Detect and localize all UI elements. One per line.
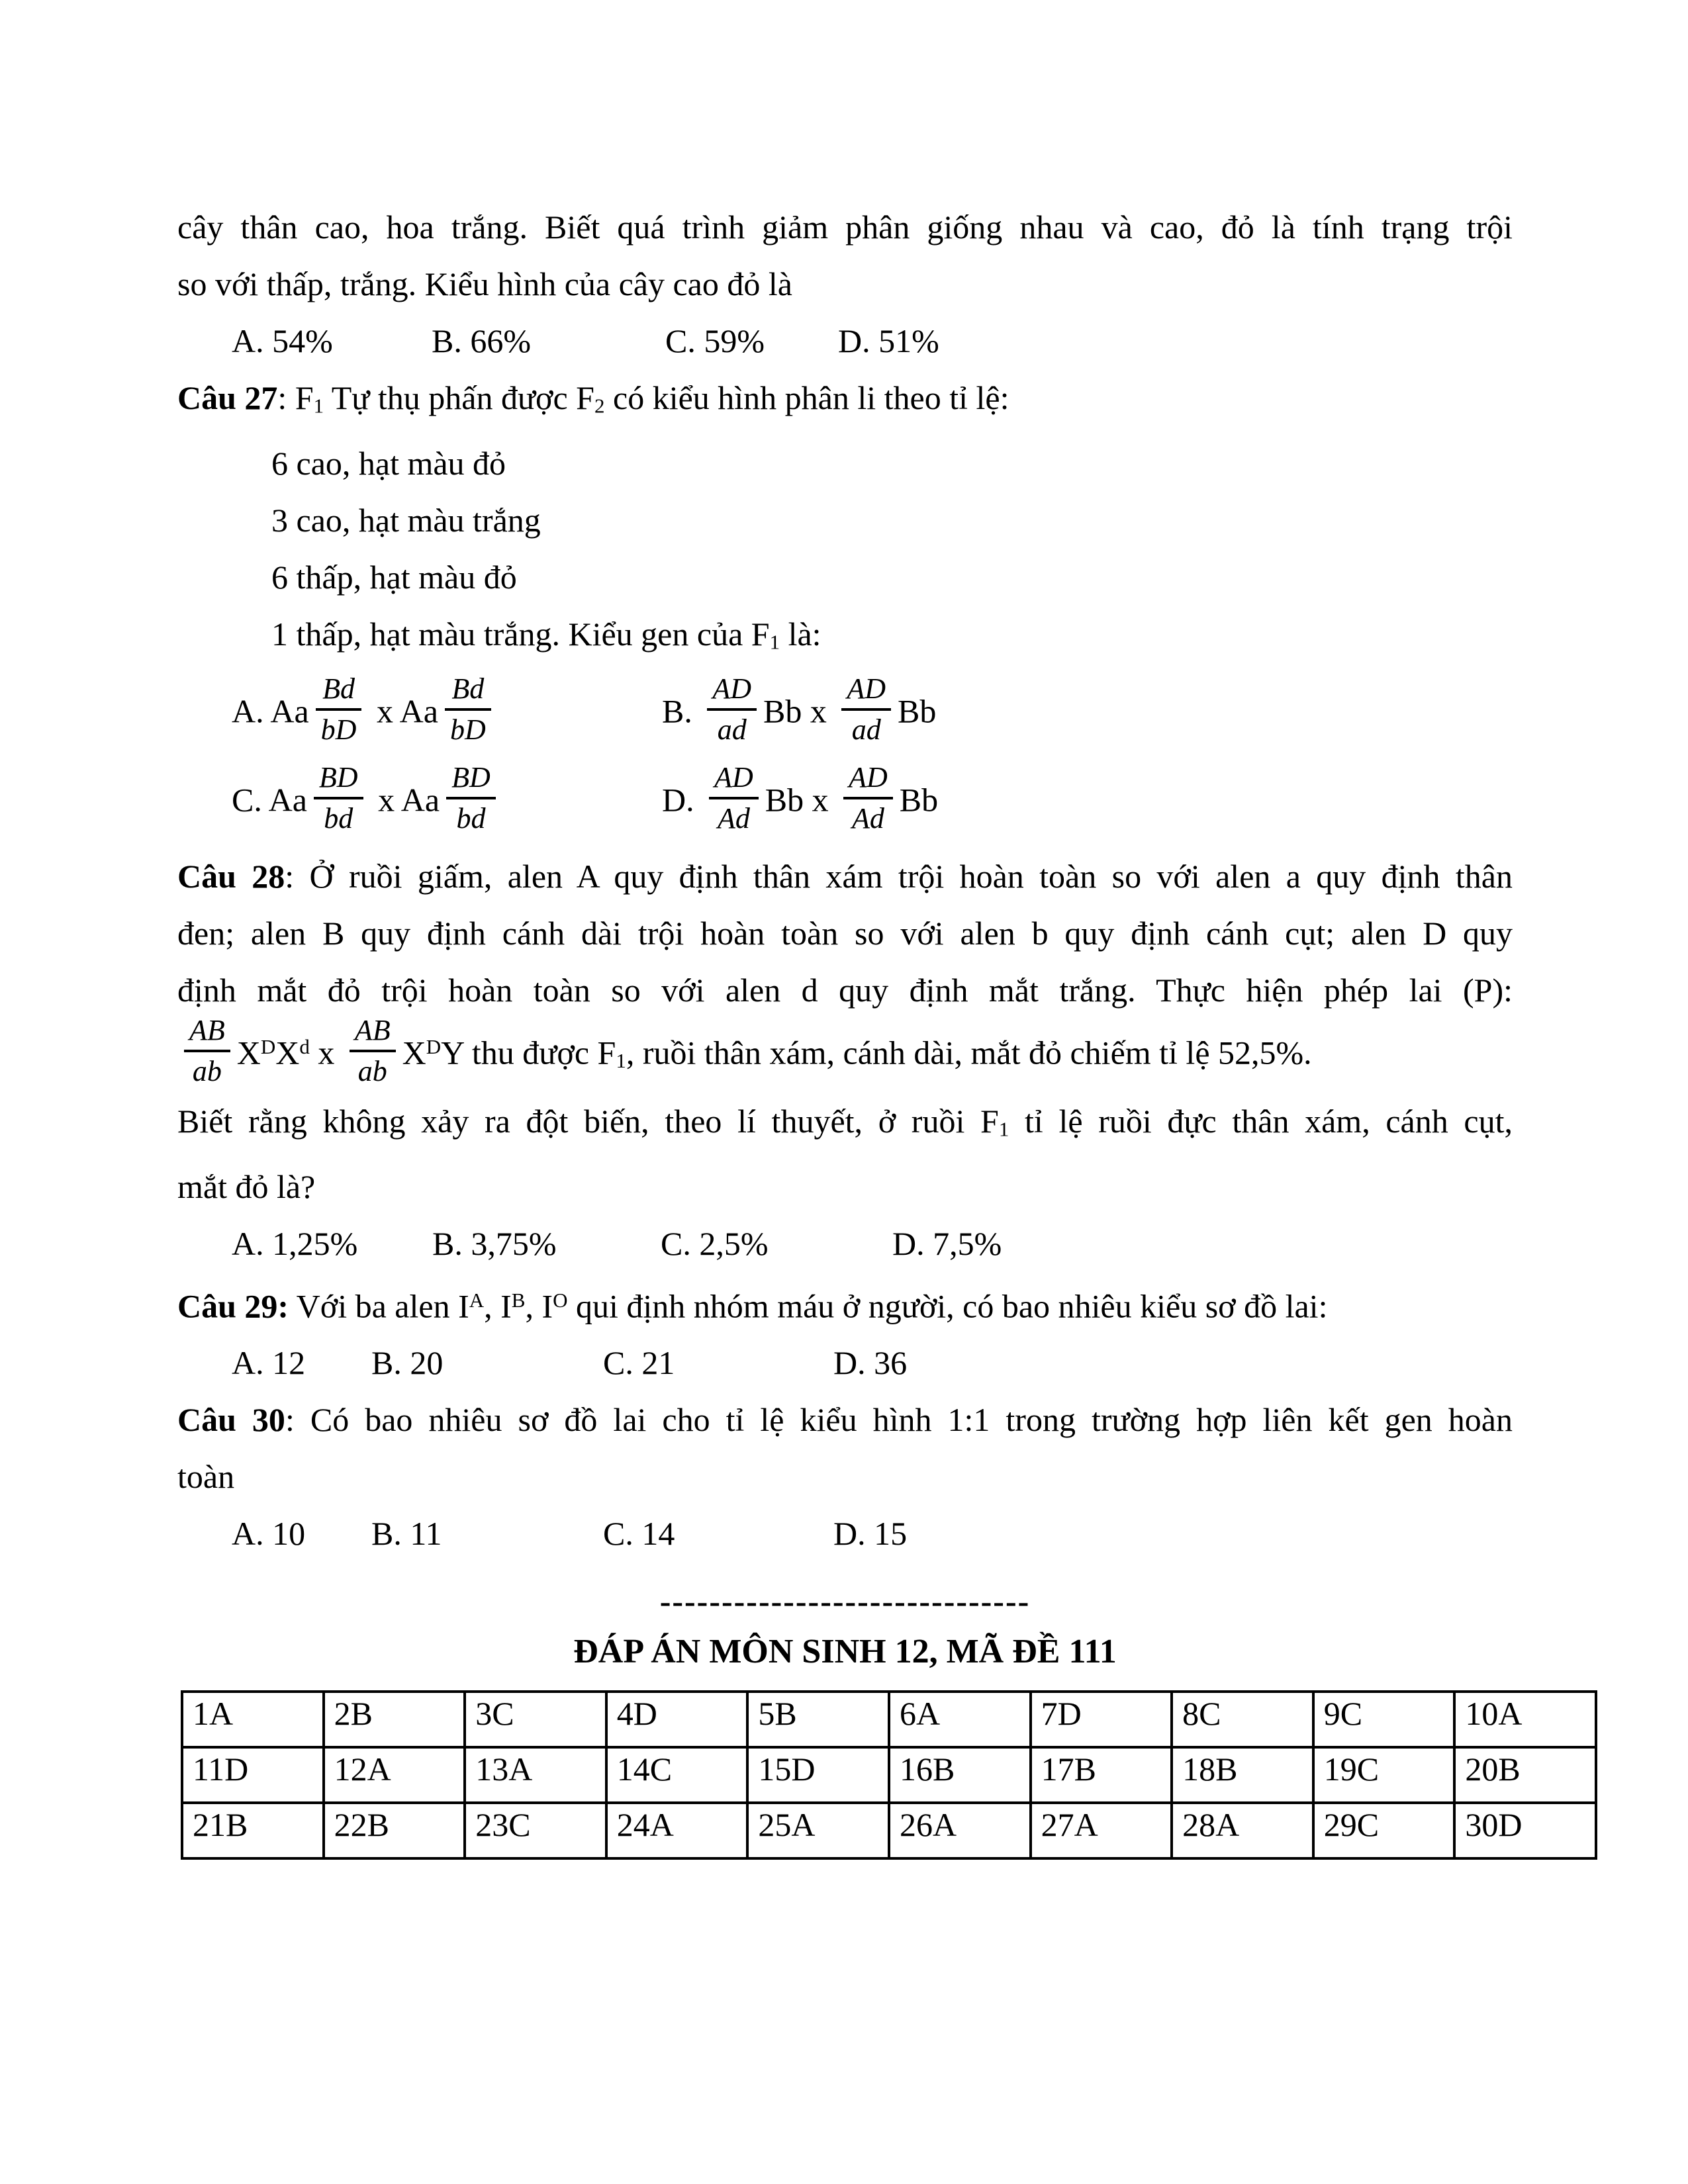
genotype-fraction: $\frac{Bd}{bD}$ [445, 673, 491, 746]
genotype-fraction: $\frac{BD}{bd}$ [314, 762, 363, 835]
q26-option-d: D. 51% [838, 322, 939, 359]
answer-cell: 27A [1031, 1803, 1172, 1858]
genotype-fraction: $\frac{AD}{Ad}$ [843, 762, 893, 835]
subscript: 1 [313, 394, 324, 418]
subscript: 1 [769, 630, 780, 654]
superscript: D [260, 1035, 276, 1059]
answer-cell: 23C [465, 1803, 606, 1858]
superscript: B [511, 1288, 526, 1312]
section-divider: ------------------------------ [659, 1582, 1031, 1620]
q28-option-a: A. 1,25% [232, 1224, 358, 1262]
genotype-fraction: $\frac{AB}{ab}$ [350, 1015, 396, 1087]
q27-options-row-2 [177, 759, 1513, 848]
q30-option-c: C. 14 [603, 1515, 675, 1553]
q27-ratio-item-2: 3 cao, hạt màu trắng [271, 501, 541, 539]
q27-label: Câu 27 [177, 379, 278, 416]
q27-options-row-1 [177, 670, 1513, 759]
answer-key-title: ĐÁP ÁN MÔN SINH 12, MÃ ĐỀ 111 [573, 1633, 1117, 1671]
answer-cell: 1A [182, 1692, 324, 1747]
q29-option-c: C. 21 [603, 1344, 675, 1382]
q29-answer-row [177, 1334, 1513, 1391]
answer-cell: 6A [889, 1692, 1031, 1747]
genotype-fraction: $\frac{BD}{bd}$ [446, 762, 496, 835]
answer-cell: 7D [1031, 1692, 1172, 1747]
q26-text-line-2: so với thấp, trắng. Kiểu hình của cây cao đỏ là [177, 265, 792, 302]
answer-cell: 25A [747, 1803, 889, 1858]
q26-option-c: C. 59% [665, 322, 765, 359]
q27-header: Câu 27: F1 Tự thụ phấn được F2 có kiểu hình phân li theo tỉ lệ: [177, 379, 1009, 418]
answer-cell: 18B [1172, 1747, 1313, 1803]
superscript: d [299, 1035, 310, 1059]
answer-cell: 11D [182, 1747, 324, 1803]
q27-option-c: C. Aa $\frac{BD}{bd}$ x Aa $\frac{BD}{bd}$ [232, 767, 662, 840]
q26-option-a: A. 54% [232, 322, 333, 359]
subscript: 1 [616, 1049, 626, 1073]
superscript: A [469, 1288, 485, 1312]
q30-text-line-1: Câu 30: Có bao nhiêu sơ đồ lai cho tỉ lệ kiểu hình 1:1 trong trường hợp liên kết gen hoàn [177, 1401, 1513, 1439]
genotype-fraction: $\frac{AD}{ad}$ [841, 673, 891, 746]
q27-ratio-item-1: 6 cao, hạt màu đỏ [271, 444, 506, 482]
answer-cell: 15D [747, 1747, 889, 1803]
genotype-fraction: $\frac{Bd}{bD}$ [316, 673, 362, 746]
answer-cell: 24A [606, 1803, 748, 1858]
answer-cell: 28A [1172, 1803, 1313, 1858]
q30-text-line-2: toàn [177, 1458, 235, 1496]
q29-option-b: B. 20 [371, 1344, 444, 1382]
answer-cell: 22B [324, 1803, 465, 1858]
answer-key-row-3 [182, 1803, 1596, 1858]
q29-header: Câu 29: Với ba alen $I^A$, $I^B$, $I^O$ qui định nhóm máu ở người, có bao nhiêu kiểu sơ đồ lai: [177, 1287, 1328, 1325]
q27-ratio-item-4: 1 thấp, hạt màu trắng. Kiểu gen của F1 là: [271, 615, 821, 654]
q28-text-line-5: Biết rằng không xảy ra đột biến, theo lí thuyết, ở ruồi F1 tỉ lệ ruồi đực thân xám, cánh cụt, [177, 1103, 1513, 1141]
q28-text-line-2: đen; alen B quy định cánh dài trội hoàn toàn so với alen b quy định cánh cụt; alen D quy [177, 915, 1513, 952]
superscript: D [426, 1035, 442, 1059]
q28-option-c: C. 2,5% [661, 1224, 769, 1262]
q30-option-a: A. 10 [232, 1515, 306, 1553]
answer-key-table [181, 1690, 1597, 1860]
q27-option-a: A. Aa $\frac{Bd}{bD}$ x Aa $\frac{Bd}{bD}$ [232, 678, 662, 751]
q28-text-line-3: định mắt đỏ trội hoàn toàn so với alen d quy định mắt trắng. Thực hiện phép lai (P): [177, 972, 1513, 1009]
answer-key-row-2 [182, 1747, 1596, 1803]
answer-cell: 26A [889, 1803, 1031, 1858]
superscript: O [553, 1288, 568, 1312]
answer-cell: 19C [1313, 1747, 1455, 1803]
answer-cell: 10A [1454, 1692, 1596, 1747]
q28-text-line-6: mắt đỏ là? [177, 1167, 316, 1205]
q28-option-d: D. 7,5% [892, 1224, 1002, 1262]
answer-cell: 12A [324, 1747, 465, 1803]
q29-label: Câu 29: [177, 1287, 289, 1325]
answer-cell: 17B [1031, 1747, 1172, 1803]
subscript: 1 [998, 1117, 1009, 1141]
q28-option-b: B. 3,75% [432, 1224, 557, 1262]
q26-option-b: B. 66% [432, 322, 531, 359]
q28-label: Câu 28 [177, 858, 285, 895]
answer-cell: 14C [606, 1747, 748, 1803]
q30-option-b: B. 11 [371, 1515, 442, 1553]
q28-answer-row [177, 1215, 1513, 1272]
answer-cell: 13A [465, 1747, 606, 1803]
answer-cell: 4D [606, 1692, 748, 1747]
genotype-fraction: $\frac{AD}{ad}$ [707, 673, 757, 746]
answer-cell: 16B [889, 1747, 1031, 1803]
answer-key-row-1 [182, 1692, 1596, 1747]
answer-cell: 21B [182, 1803, 324, 1858]
genotype-fraction: $\frac{AD}{Ad}$ [709, 762, 759, 835]
answer-cell: 29C [1313, 1803, 1455, 1858]
q26-text-line-1: cây thân cao, hoa trắng. Biết quá trình giảm phân giống nhau và cao, đỏ là tính trạng trội [177, 208, 1513, 246]
answer-cell: 8C [1172, 1692, 1313, 1747]
answer-cell: 20B [1454, 1747, 1596, 1803]
q30-label: Câu 30 [177, 1401, 285, 1439]
q30-option-d: D. 15 [833, 1515, 908, 1553]
answer-cell: 30D [1454, 1803, 1596, 1858]
subscript: 2 [594, 394, 605, 418]
q30-answer-row [177, 1505, 1513, 1562]
q29-option-d: D. 36 [833, 1344, 908, 1382]
answer-cell: 2B [324, 1692, 465, 1747]
genotype-fraction: $\frac{AB}{ab}$ [184, 1015, 230, 1087]
q27-option-d: D. $\frac{AD}{Ad}$ Bb x $\frac{AD}{Ad}$ Bb [662, 761, 939, 835]
q27-option-b: B. $\frac{AD}{ad}$ Bb x $\frac{AD}{ad}$ Bb [662, 672, 937, 747]
answer-cell: 5B [747, 1692, 889, 1747]
q27-ratio-item-3: 6 thấp, hạt màu đỏ [271, 558, 517, 596]
answer-cell: 9C [1313, 1692, 1455, 1747]
q29-option-a: A. 12 [232, 1344, 306, 1382]
q28-text-line-1: Câu 28: Ở ruồi giấm, alen A quy định thân xám trội hoàn toàn so với alen a quy định thân [177, 858, 1513, 895]
q26-answer-row [177, 312, 1513, 369]
answer-cell: 3C [465, 1692, 606, 1747]
q28-cross-formula: $\frac{AB}{ab}$ $X^DX^d$ x $\frac{AB}{ab}$ $X^DY$ thu được F1, ruồi thân xám, cánh dài, mắt đỏ chiếm tỉ lệ 52,5%. [177, 1019, 1513, 1093]
